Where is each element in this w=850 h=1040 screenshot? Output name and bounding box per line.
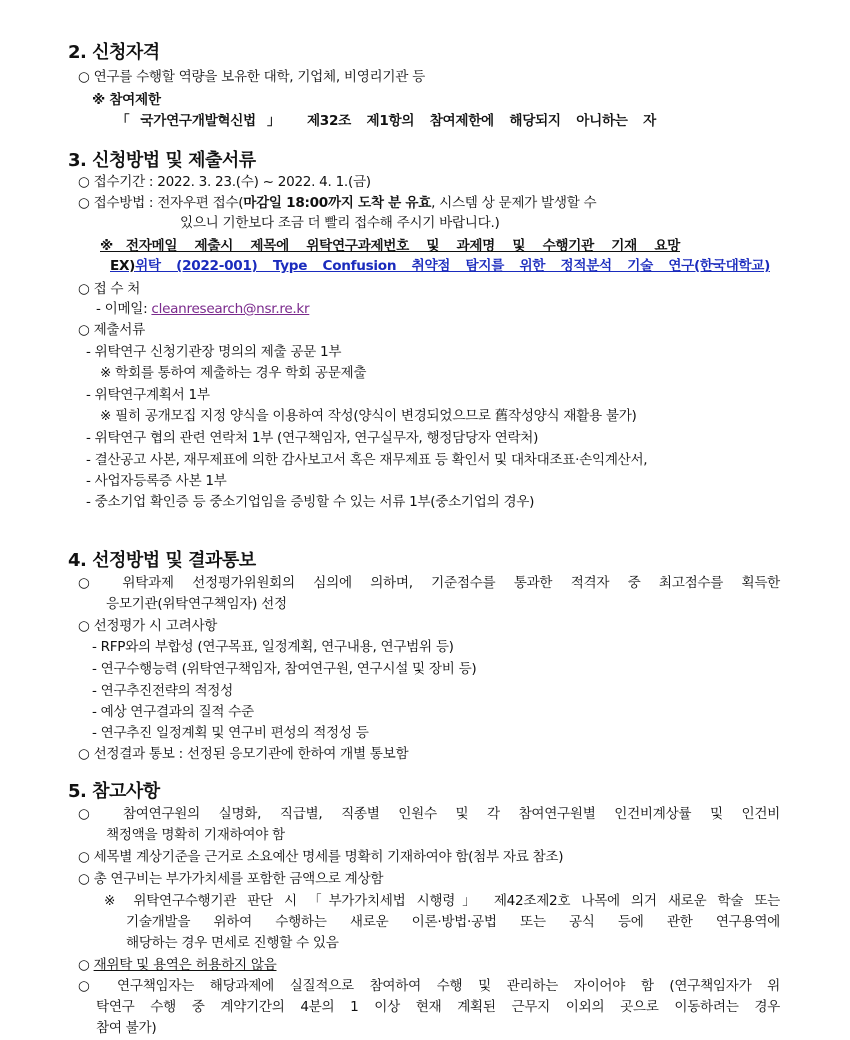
doc-item: - 결산공고 사본, 재무제표에 의한 감사보고서 혹은 재무제표 등 확인서 및 대차대조표·손익계산서, (86, 452, 648, 468)
selection-method-cont: 응모기관(위탁연구책임자) 선정 (106, 596, 287, 612)
application-method-cont: 있으니 기한보다 조금 더 빨리 접수해 주시기 바랍니다.) (180, 215, 500, 231)
criteria-item: - 연구추진 일정계획 및 연구비 편성의 적정성 등 (92, 725, 369, 741)
reference-item: ○ 총 연구비는 부가가치세를 포함한 금액으로 계상함 (78, 871, 384, 887)
doc-item: - 사업자등록증 사본 1부 (86, 473, 227, 489)
doc-item: - 위탁연구계획서 1부 (86, 387, 210, 403)
section-5-title: 5. 참고사항 (68, 781, 160, 802)
doc-note: ※ 학회를 통하여 제출하는 경우 학회 공문제출 (100, 365, 367, 381)
reference-item: ○ 참여연구원의 실명화, 직급별, 직종별 인원수 및 각 참여연구원별 인건비계상률 및 인건비 (78, 806, 780, 822)
application-period: ○ 접수기간 : 2022. 3. 23.(수) ~ 2022. 4. 1.(금) (78, 174, 371, 190)
criteria-item: - 예상 연구결과의 질적 수준 (92, 704, 254, 720)
criteria-item: - 연구추진전략의 적정성 (92, 683, 233, 699)
email-subject-example: EX)위탁 (2022-001) Type Confusion 취약점 탐지를 위한 정적분석 기술 연구(한국대학교) (110, 258, 770, 274)
email-line: - 이메일: cleanresearch@nsr.re.kr (96, 301, 310, 317)
result-notice: ○ 선정결과 통보 : 선정된 응모기관에 한하여 개별 통보함 (78, 746, 409, 762)
email-link[interactable]: cleanresearch@nsr.re.kr (151, 301, 310, 317)
doc-note: ※ 필히 공개모집 지정 양식을 이용하여 작성(양식이 변경되었으므로 舊작성양식 재활용 불가) (100, 408, 637, 424)
doc-item: - 중소기업 확인증 등 중소기업임을 증빙할 수 있는 서류 1부(중소기업의 경우) (86, 494, 535, 510)
eligibility-line: ○ 연구를 수행할 역량을 보유한 대학, 기업체, 비영리기관 등 (78, 69, 425, 85)
submission-docs: ○ 제출서류 (78, 322, 145, 338)
reference-item-cont: 탁연구 수행 중 계약기간의 4분의 1 이상 현재 계획된 근무지 이외의 곳으로 이동하려는 경우 (96, 999, 780, 1015)
section-3-title: 3. 신청방법 및 제출서류 (68, 150, 256, 171)
reference-item: ○ 재위탁 및 용역은 허용하지 않음 (78, 957, 277, 973)
vat-note-cont: 기술개발을 위하여 수행하는 새로운 이론·방법·공법 또는 공식 등에 관한 연구용역에 (126, 914, 780, 930)
restriction-note: ※ 참여제한 (92, 92, 161, 108)
vat-note-cont: 해당하는 경우 면세로 진행할 수 있음 (126, 935, 339, 951)
reference-item: ○ 연구책임자는 해당과제에 실질적으로 참여하여 수행 및 관리하는 자이어야 함 (연구책임자가 위 (78, 978, 780, 994)
email-subject-note: ※전자메일 제출시 제목에 위탁연구과제번호 및 과제명 및 수행기관 기재 요망 (100, 238, 680, 254)
evaluation-criteria: ○ 선정평가 시 고려사항 (78, 618, 218, 634)
doc-item: - 위탁연구 신청기관장 명의의 제출 공문 1부 (86, 344, 342, 360)
section-2-title: 2. 신청자격 (68, 42, 160, 63)
submission-place: ○ 접 수 처 (78, 281, 141, 297)
criteria-item: - RFP와의 부합성 (연구목표, 일정계획, 연구내용, 연구범위 등) (92, 639, 454, 655)
reference-item-cont: 참여 불가) (96, 1020, 157, 1036)
reference-item-cont: 책정액을 명확히 기재하여야 함 (106, 827, 285, 843)
doc-item: - 위탁연구 협의 관련 연락처 1부 (연구책임자, 연구실무자, 행정담당자 연락처) (86, 430, 539, 446)
reference-item: ○ 세목별 계상기준을 근거로 소요예산 명세를 명확히 기재하여야 함(첨부 자료 참조) (78, 849, 564, 865)
restriction-detail: 「국가연구개발혁신법」 제32조 제1항의 참여제한에 해당되지 아니하는 자 (116, 113, 656, 129)
application-method: ○ 접수방법 : 전자우편 접수(마감일 18:00까지 도착 분 유효, 시스템 상 문제가 발생할 수 (78, 195, 597, 211)
vat-note: ※ 위탁연구수행기관 판단 시 「부가가치세법 시행령」 제42조제2호 나목에 의거 새로운 학술 또는 (104, 893, 780, 909)
criteria-item: - 연구수행능력 (위탁연구책임자, 참여연구원, 연구시설 및 장비 등) (92, 661, 477, 677)
section-4-title: 4. 선정방법 및 결과통보 (68, 550, 256, 571)
selection-method: ○ 위탁과제 선정평가위원회의 심의에 의하며, 기준점수를 통과한 적격자 중 최고점수를 획득한 (78, 575, 780, 591)
